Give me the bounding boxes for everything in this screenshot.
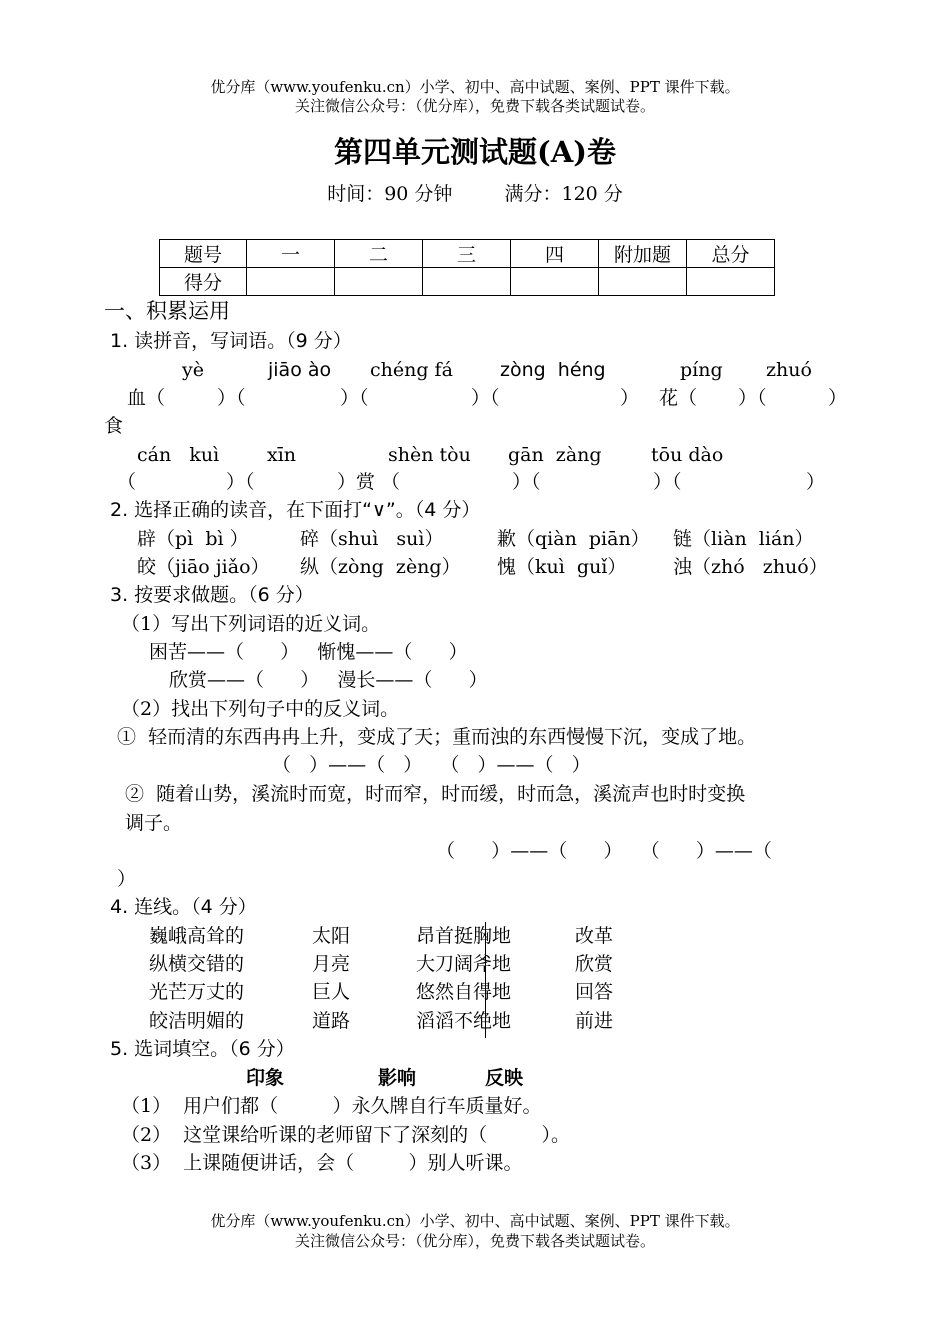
q4-item[interactable]: 昂首挺胸地 xyxy=(416,925,512,947)
q1-pinyin: chéng fá xyxy=(370,359,453,381)
q3-title: 3. 按要求做题。（6 分） xyxy=(110,584,314,606)
q4-item[interactable]: 大刀阔斧地 xyxy=(416,953,512,975)
q5-word: 印象 xyxy=(246,1067,285,1089)
q4-item[interactable]: 前进 xyxy=(575,1010,614,1032)
q5-item: （3） 上课随便讲话，会（ ）别人听课。 xyxy=(121,1152,523,1174)
q2-option: 浊（zhó zhuó） xyxy=(673,556,828,578)
score-cell[interactable] xyxy=(247,268,335,296)
q1-answer: ） xyxy=(620,387,640,409)
score-row-label: 得分 xyxy=(160,268,247,296)
q1-pinyin: xīn xyxy=(267,444,297,466)
score-cell[interactable] xyxy=(423,268,511,296)
full-score: 满分：120 分 xyxy=(504,183,623,205)
q5-word: 影响 xyxy=(378,1067,417,1089)
q3-synonyms: 困苦——（ ） 惭愧——（ ） xyxy=(149,641,468,663)
q1-pinyin: píng xyxy=(680,359,723,381)
score-cell[interactable] xyxy=(599,268,687,296)
q4-item[interactable]: 巨人 xyxy=(312,981,351,1003)
q3-sub2: （2）找出下列句子中的反义词。 xyxy=(121,698,400,720)
q1-answer: ）（ xyxy=(471,387,500,409)
q4-item[interactable]: 光芒万丈的 xyxy=(149,981,245,1003)
q1-answer: ） xyxy=(828,387,848,409)
q4-item[interactable]: 道路 xyxy=(312,1010,351,1032)
q4-item[interactable]: 太阳 xyxy=(312,925,351,947)
q1-title: 1. 读拼音，写词语。（9 分） xyxy=(110,330,352,352)
q2-option: 纵（zòng zèng） xyxy=(300,556,461,578)
q3-antonym-blanks: （ ）——（ ） （ ）——（ ） xyxy=(272,754,591,776)
q4-item[interactable]: 欣赏 xyxy=(575,953,614,975)
q2-option: 链（liàn lián） xyxy=(673,528,814,550)
q1-answer: ）（ xyxy=(512,471,541,493)
q1-wrap: 食 xyxy=(104,415,124,437)
q1-answer: ）（ xyxy=(226,471,255,493)
q1-answer: （ xyxy=(117,471,137,493)
q4-item[interactable]: 皎洁明媚的 xyxy=(149,1010,245,1032)
q1-pinyin: yè xyxy=(182,359,204,381)
score-cell[interactable] xyxy=(687,268,775,296)
q3-antonym-blanks: （ ）——（ ） （ ）——（ xyxy=(436,840,772,862)
q1-pinyin: jiāo ào xyxy=(268,359,332,381)
q4-item[interactable]: 月亮 xyxy=(312,953,351,975)
q1-answer: ） xyxy=(806,471,826,493)
q5-title: 5. 选词填空。（6 分） xyxy=(110,1038,295,1060)
q2-title: 2. 选择正确的读音，在下面打“∨”。（4 分） xyxy=(110,499,481,521)
q1-pinyin: gān zàng xyxy=(508,444,602,466)
q3-antonym-end: ） xyxy=(117,868,137,890)
q1-pinyin: tōu dào xyxy=(651,444,724,466)
q1-answer: 花（ xyxy=(659,387,698,409)
footer-line-2: 关注微信公众号：（优分库），免费下载各类试题试卷。 xyxy=(294,1232,655,1250)
q3-sentence-2: ② 随着山势，溪流时而宽，时而窄，时而缓，时而急，溪流声也时时变换 xyxy=(125,783,746,805)
q2-option: 辟（pì bì ） xyxy=(137,528,249,550)
q3-sub1: （1）写出下列词语的近义词。 xyxy=(121,613,381,635)
score-header-cell: 总分 xyxy=(687,240,775,268)
score-table xyxy=(159,239,775,296)
q1-answer: ）（ xyxy=(340,387,369,409)
q1-answer: ）（ xyxy=(217,387,246,409)
q3-sentence-1: ① 轻而清的东西冉冉上升，变成了天；重而浊的东西慢慢下沉，变成了地。 xyxy=(117,726,757,748)
q1-pinyin: shèn tòu xyxy=(388,444,471,466)
score-cell[interactable] xyxy=(335,268,423,296)
q1-answer: ）（ xyxy=(738,387,767,409)
q1-pinyin: cán kuì xyxy=(137,444,220,466)
q2-option: 皎（jiāo jiǎo） xyxy=(137,556,270,578)
q1-pinyin: zhuó xyxy=(766,359,812,381)
q4-item[interactable]: 回答 xyxy=(575,981,614,1003)
q3-sentence-2-cont: 调子。 xyxy=(125,812,183,834)
score-header-cell: 题号 xyxy=(160,240,247,268)
score-header-cell: 附加题 xyxy=(599,240,687,268)
score-header-cell: 一 xyxy=(247,240,335,268)
q5-item: （1） 用户们都（ ）永久牌自行车质量好。 xyxy=(121,1095,542,1117)
q4-item[interactable]: 悠然自得地 xyxy=(416,981,512,1003)
page-title: 第四单元测试题(A)卷 xyxy=(334,135,616,169)
score-header-cell: 二 xyxy=(335,240,423,268)
time-info xyxy=(0,183,950,206)
q4-item[interactable]: 改革 xyxy=(575,925,614,947)
q3-synonyms: 欣赏——（ ） 漫长——（ ） xyxy=(169,669,488,691)
header-line-1: 优分库（www.youfenku.cn）小学、初中、高中试题、案例、PPT 课件下载。 xyxy=(210,78,740,96)
q1-answer: ）赏 （ xyxy=(337,471,401,493)
q2-option: 碎（shuì suì） xyxy=(300,528,444,550)
q1-pinyin: zòng héng xyxy=(500,359,606,381)
q4-title: 4. 连线。（4 分） xyxy=(110,896,257,918)
score-cell[interactable] xyxy=(511,268,599,296)
q4-item[interactable]: 滔滔不绝地 xyxy=(416,1010,512,1032)
q1-answer: 血（ xyxy=(127,387,166,409)
score-table-header-row xyxy=(160,240,775,268)
q4-item[interactable]: 纵横交错的 xyxy=(149,953,245,975)
score-table-score-row xyxy=(160,268,775,296)
header-line-2: 关注微信公众号：（优分库），免费下载各类试题试卷。 xyxy=(294,97,655,115)
footer-line-1: 优分库（www.youfenku.cn）小学、初中、高中试题、案例、PPT 课件下载。 xyxy=(210,1212,740,1230)
q2-option: 愧（kuì guǐ） xyxy=(497,556,627,578)
q1-answer: ）（ xyxy=(653,471,682,493)
section-1-title: 一、积累运用 xyxy=(104,299,230,323)
q5-word: 反映 xyxy=(485,1067,524,1089)
score-header-cell: 三 xyxy=(423,240,511,268)
time-limit: 时间：90 分钟 xyxy=(327,183,453,205)
q4-item[interactable]: 巍峨高耸的 xyxy=(149,925,245,947)
q5-item: （2） 这堂课给听课的老师留下了深刻的（ ）。 xyxy=(121,1124,571,1146)
q2-option: 歉（qiàn piān） xyxy=(497,528,650,550)
score-header-cell: 四 xyxy=(511,240,599,268)
